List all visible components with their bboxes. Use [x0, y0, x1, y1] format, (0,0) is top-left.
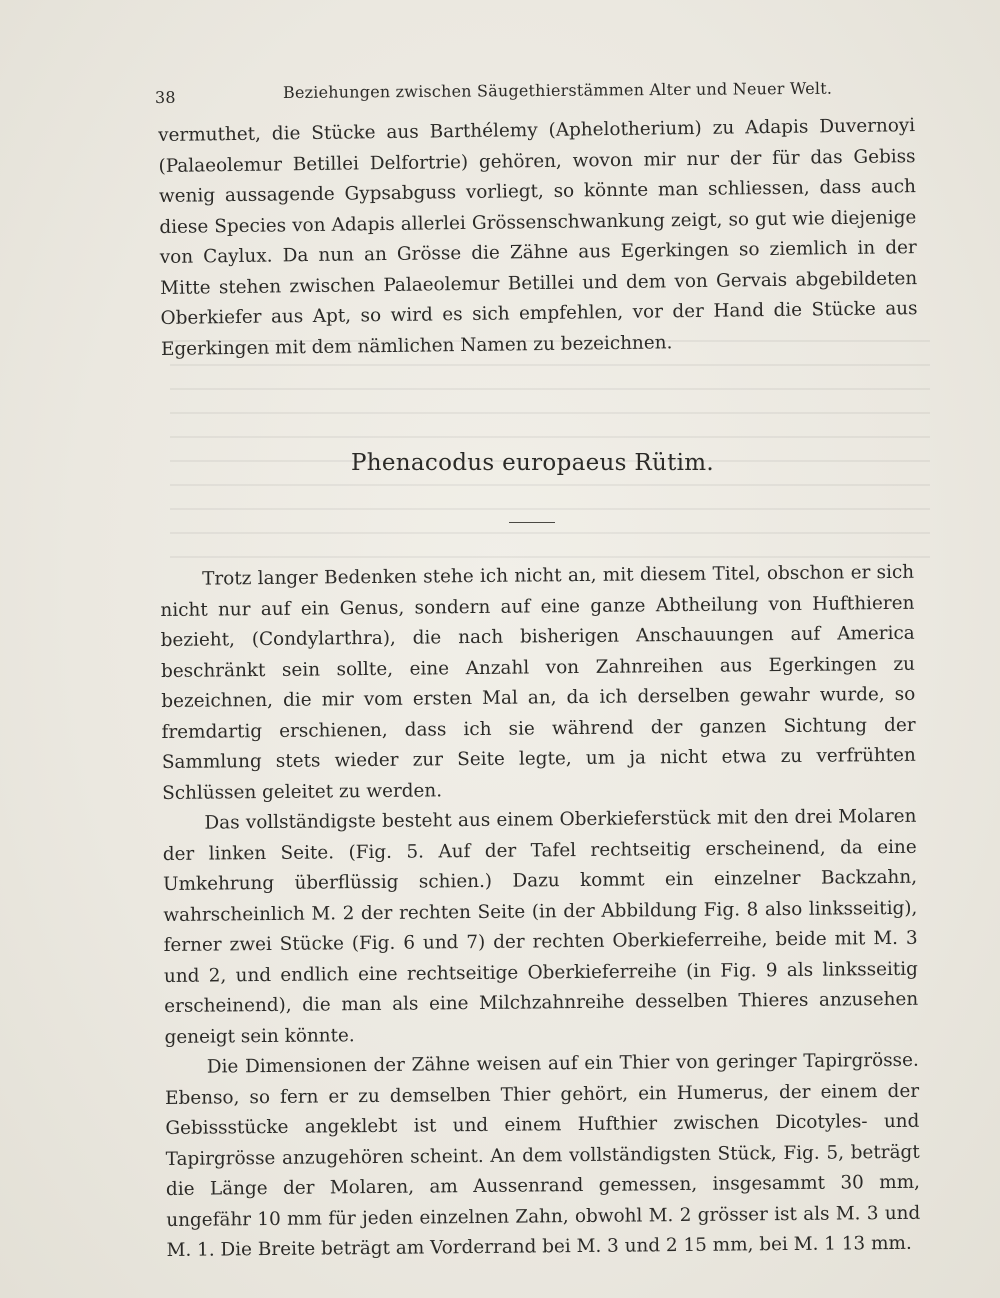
paragraph-continued: vermuthet, die Stücke aus Barthélemy (Aphelotherium) zu Adapis Duvernoyi (Palaeolemur Betillei Delfortrie) gehören, wovon mir nur der für das Gebiss wenig aussagende Gypsabguss vorliegt, so könnte man schliessen, dass auch diese Species von Adapis allerlei Grössenschwankung zeigt, so gut wie diejenige von Caylux. Da nun an Grösse die Zähne aus Egerkingen so ziemlich in der Mitte stehen zwischen Palaeolemur Betillei und dem von Gervais abgebildeten Oberkiefer aus Apt, so wird es sich empfehlen, vor der Hand die Stücke aus Egerkingen mit dem nämlichen Namen zu bezeichnen.: [158, 115, 918, 360]
paragraph-2: Das vollständigste besteht aus einem Oberkieferstück mit den drei Molaren der linken Seite. (Fig. 5. Auf der Tafel rechtseitig erscheinend, da eine Umkehrung überflüssig schien.) Dazu kommt ein einzelner Backzahn, wahrscheinlich M. 2 der rechten Seite (in der Abbildung Fig. 8 also linksseitig), ferner zwei Stücke (Fig. 6 und 7) der rechten Oberkieferreihe, beide mit M. 3 und 2, und endlich eine rechtseitige Oberkieferreihe (in Fig. 9 als linksseitig erscheinend), die man als eine Milchzahnreihe desselben Thieres anzusehen geneigt sein könnte.: [162, 805, 919, 1048]
running-title: Beziehungen zwischen Säugethierstämmen Alter und Neuer Welt.: [282, 78, 833, 102]
paragraph-3: Die Dimensionen der Zähne weisen auf ein Thier von geringer Tapirgrösse. Ebenso, so fern er zu demselben Thier gehört, ein Humerus, der einem der Gebissstücke angeklebt ist und einem Hufthier zwischen Dicotyles- und Tapirgrösse anzugehören scheint. An dem vollständigsten Stück, Fig. 5, beträgt die Länge der Molaren, am Aussenrand gemessen, insgesammt 30 mm, ungefähr 10 mm für jeden einzelnen Zahn, obwohl M. 2 grösser ist als M. 3 und M. 1. Die Breite beträgt am Vorderrand bei M. 3 und 2 15 mm, bei M. 1 13 mm.: [165, 1049, 921, 1261]
heading-rule: [509, 522, 555, 523]
continued-text-block: [158, 111, 918, 365]
page-number: 38: [154, 87, 176, 107]
paragraph-1: Trotz langer Bedenken stehe ich nicht an, mit diesem Titel, obschon er sich nicht nur auf ein Genus, sondern auf eine ganze Abtheilung von Hufthieren bezieht, (Condylarthra), die nach bisherigen Anschauungen auf America beschränkt sein sollte, eine Anzahl von Zahnreihen aus Egerkingen zu bezeichnen, die mir vom ersten Mal an, da ich derselben gewahr wurde, so fremdartig erschienen, dass ich sie während der ganzen Sichtung der Sammlung stets wieder zur Seite legte, um ja nicht etwa zu verfrühten Schlüssen geleitet zu werden.: [160, 561, 916, 804]
section-heading: Phenacodus europaeus Rütim.: [351, 450, 714, 476]
running-head: [154, 78, 833, 110]
section-text-block: [160, 558, 921, 1267]
